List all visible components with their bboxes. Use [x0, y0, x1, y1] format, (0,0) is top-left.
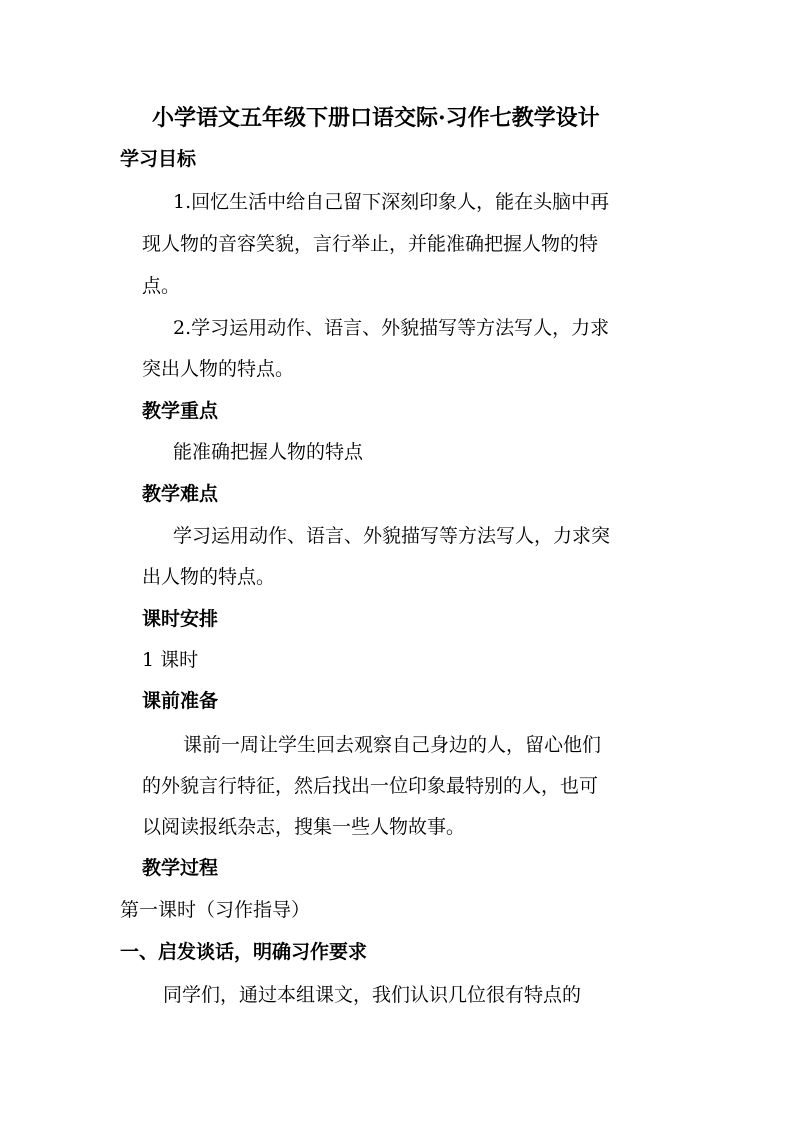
- preparation-line-1: 课前一周让学生回去观察自己身边的人，留心他们: [183, 734, 602, 756]
- preparation-line-3: 以阅读报纸杂志，搜集一些人物故事。: [142, 816, 466, 838]
- document-title: 小学语文五年级下册口语交际·习作七教学设计: [152, 105, 600, 131]
- difficulty-line-2: 出人物的特点。: [142, 566, 276, 588]
- goal-1-line-3: 点。: [142, 275, 181, 297]
- difficulty-heading: 教学难点: [142, 483, 219, 505]
- preparation-heading: 课前准备: [142, 690, 219, 712]
- key-point-text: 能准确把握人物的特点: [173, 441, 364, 463]
- goal-2-line-2: 突出人物的特点。: [142, 358, 295, 380]
- difficulty-line-1: 学习运用动作、语言、外貌描写等方法写人，力求突: [173, 525, 611, 547]
- schedule-heading: 课时安排: [142, 608, 219, 630]
- section-1-heading: 一、启发谈话，明确习作要求: [120, 941, 368, 963]
- key-point-heading: 教学重点: [142, 400, 219, 422]
- goal-1-line-2: 现人物的音容笑貌，言行举止，并能准确把握人物的特: [142, 233, 599, 255]
- goal-2-line-1: 2.学习运用动作、语言、外貌描写等方法写人，力求: [173, 317, 610, 339]
- preparation-line-2: 的外貌言行特征，然后找出一位印象最特别的人，也可: [142, 775, 599, 797]
- process-heading: 教学过程: [142, 857, 219, 879]
- goals-heading: 学习目标: [120, 148, 197, 170]
- schedule-text: 1 课时: [142, 649, 199, 671]
- goal-1-line-1: 1.回忆生活中给自己留下深刻印象人，能在头脑中再: [173, 191, 610, 213]
- lesson-title: 第一课时（习作指导）: [120, 899, 311, 921]
- section-1-paragraph: 同学们，通过本组课文，我们认识几位很有特点的: [163, 984, 582, 1006]
